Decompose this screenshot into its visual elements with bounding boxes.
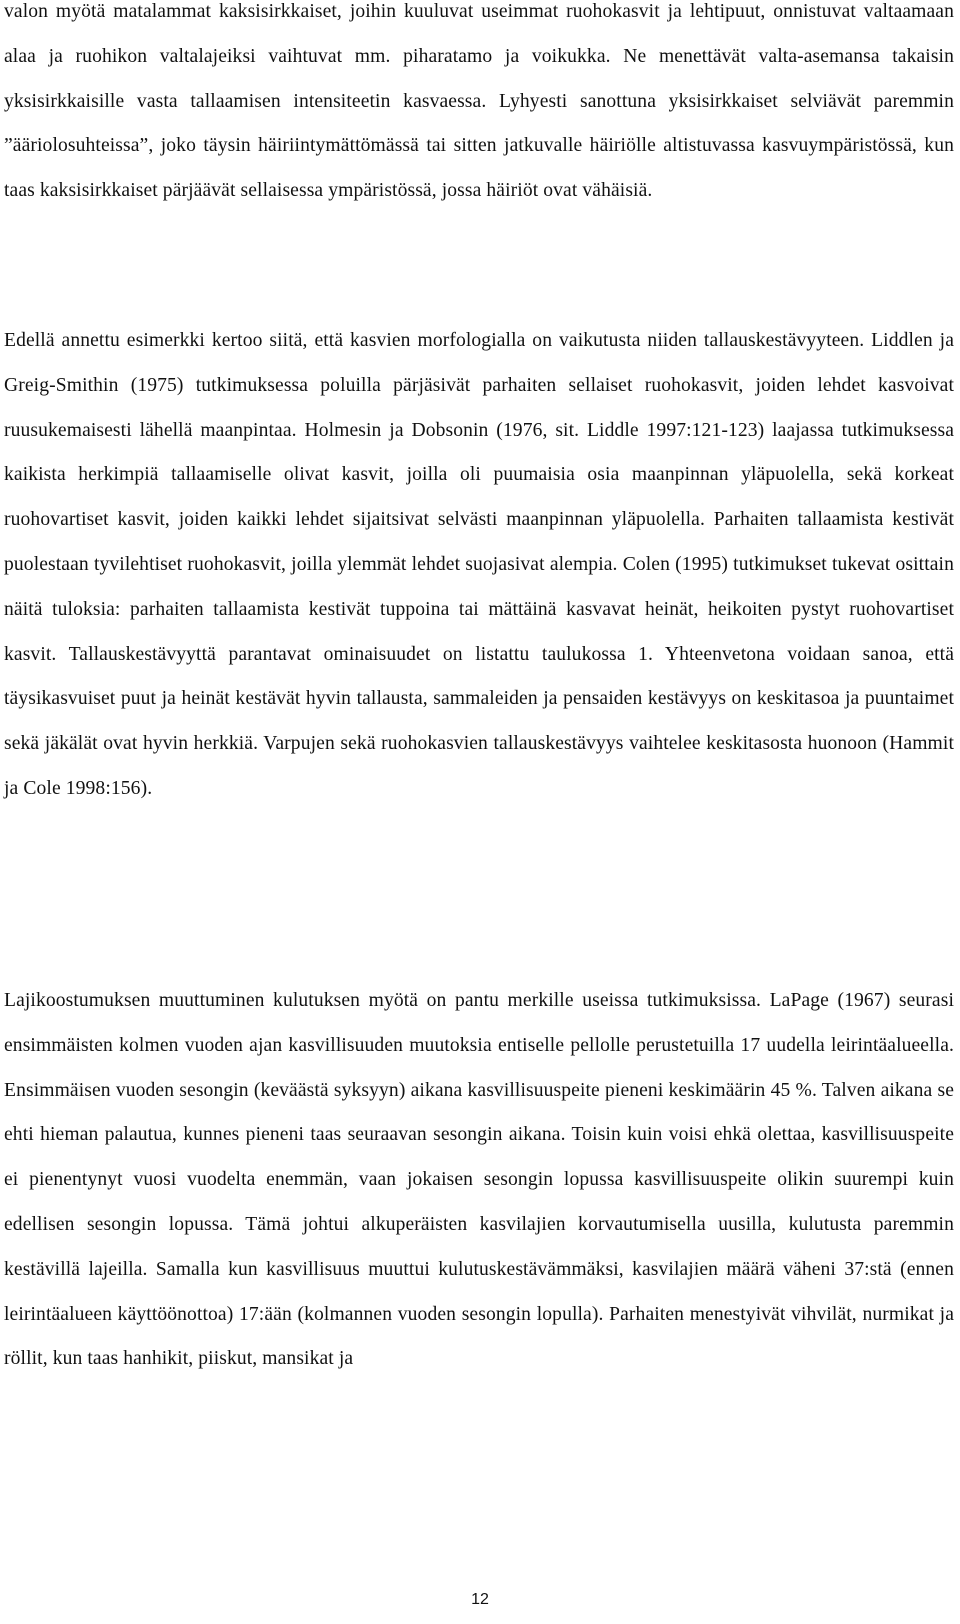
paragraph-3: Lajikoostumuksen muuttuminen kulutuksen myötä on pantu merkille useissa tutkimuksissa. LaPage (1967) seurasi ensimmäisten kolmen vuoden ajan kasvillisuuden muutoksia entiselle pellolle perustetuilla 17 uudella leirintäalueella. Ensimmäisen vuoden sesongin (keväästä syksyyn) aikana kasvillisuuspeite pieneni keskimäärin 45 %. Talven aikana se ehti hieman palautua, kunnes pieneni taas seuraavan sesongin aikana. Toisin kuin voisi ehkä olettaa, kasvillisuuspeite ei pienentynyt vuosi vuodelta enemmän, vaan jokaisen sesongin lopussa kasvillisuuspeite olikin suurempi kuin edellisen sesongin lopussa. Tämä johtui alkuperäisten kasvilajien korvautumisella uusilla, kulutusta paremmin kestävillä lajeilla. Samalla kun kasvillisuus muuttui kulutuskestävämmäksi, kasvilajien määrä väheni 37:stä (ennen leirintäalueen käyttöönottoa) 17:ään (kolmannen vuoden sesongin lopulla). Parhaiten menestyivät vihvilät, nurmikat ja röllit, kun taas hanhikit, piiskut, mansikat ja bbox=[4, 990, 954, 1370]
page-number: 12 bbox=[471, 1591, 489, 1608]
paragraph-1: valon myötä matalammat kaksisirkkaiset, joihin kuuluvat useimmat ruohokasvit ja lehtipuut, onnistuvat valtaamaan alaa ja ruohikon valtalajeiksi vaihtuvat mm. piharatamo ja voikukka. Ne menettävät valta-asemansa takaisin yksisirkkaisille vasta tallaamisen intensiteetin kasvaessa. Lyhyesti sanottuna yksisirkkaiset selviävät paremmin ”ääriolosuhteissa”, joko täysin häiriintymättömässä tai sitten jatkuvalle häiriölle altistuvassa kasvuympäristössä, kun taas kaksisirkkaiset pärjäävät sellaisessa ympäristössä, jossa häiriöt ovat vähäisiä. bbox=[4, 1, 954, 202]
paragraph-2: Edellä annettu esimerkki kertoo siitä, että kasvien morfologialla on vaikutusta niiden tallauskestävyyteen. Liddlen ja Greig-Smithin (1975) tutkimuksessa poluilla pärjäsivät parhaiten sellaiset ruohokasvit, joiden lehdet kasvoivat ruusukemaisesti lähellä maanpintaa. Holmesin ja Dobsonin (1976, sit. Liddle 1997:121-123) laajassa tutkimuksessa kaikista herkimpiä tallaamiselle olivat kasvit, joilla oli puumaisia osia maanpinnan yläpuolella, sekä korkeat ruohovartiset kasvit, joiden kaikki lehdet sijaitsivat selvästi maanpinnan yläpuolella. Parhaiten tallaamista kestivät puolestaan tyvilehtiset ruohokasvit, joilla ylemmät lehdet suojasivat alempia. Colen (1995) tutkimukset tukevat osittain näitä tuloksia: parhaiten tallaamista kestivät tuppoina tai mättäinä kasvavat heinät, heikoiten pystyt ruohovartiset kasvit. Tallauskestävyyttä parantavat ominaisuudet on listattu taulukossa 1. Yhteenvetona voidaan sanoa, että täysikasvuiset puut ja heinät kestävät hyvin tallausta, sammaleiden ja pensaiden kestävyys on keskitasoa ja puuntaimet sekä jäkälät ovat hyvin herkkiä. Varpujen sekä ruohokasvien tallauskestävyys vaihtelee keskitasosta huonoon (Hammit ja Cole 1998:156). bbox=[4, 330, 954, 799]
